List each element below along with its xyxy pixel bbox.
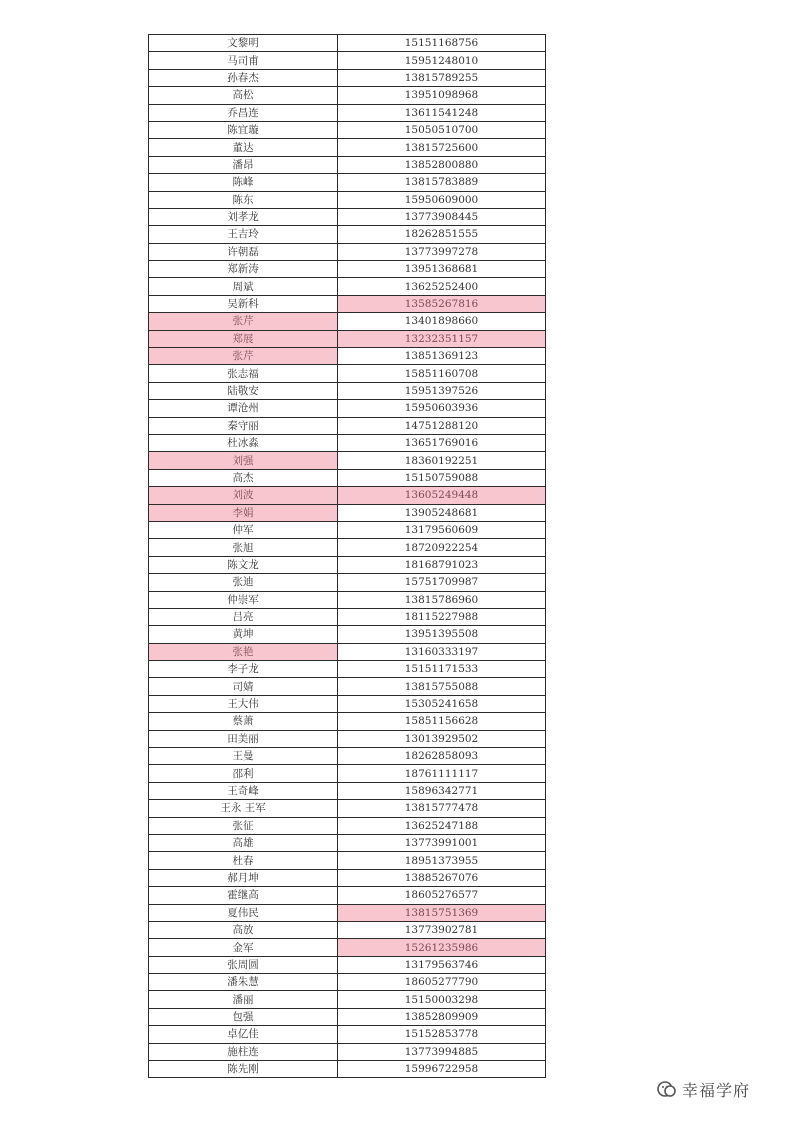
name-cell: 邵利 bbox=[149, 765, 338, 782]
table-row bbox=[149, 626, 546, 643]
phone-cell: 13815725600 bbox=[338, 139, 546, 156]
table-row bbox=[149, 139, 546, 156]
phone-cell: 13815777478 bbox=[338, 800, 546, 817]
phone-cell: 13179563746 bbox=[338, 956, 546, 973]
name-cell: 王永 王军 bbox=[149, 800, 338, 817]
name-cell: 孙春杰 bbox=[149, 69, 338, 86]
phone-cell: 13905248681 bbox=[338, 504, 546, 521]
table-row bbox=[149, 939, 546, 956]
name-cell: 陈先刚 bbox=[149, 1061, 338, 1078]
table-row bbox=[149, 348, 546, 365]
table-row bbox=[149, 834, 546, 851]
table-row bbox=[149, 417, 546, 434]
contact-table bbox=[148, 34, 546, 1078]
name-cell: 谭沧州 bbox=[149, 400, 338, 417]
phone-cell: 13815789255 bbox=[338, 69, 546, 86]
table-row bbox=[149, 261, 546, 278]
phone-cell: 15150003298 bbox=[338, 991, 546, 1008]
name-cell: 郝月坤 bbox=[149, 869, 338, 886]
name-cell: 张迪 bbox=[149, 574, 338, 591]
table-row bbox=[149, 974, 546, 991]
phone-cell: 13815786960 bbox=[338, 591, 546, 608]
phone-cell: 18605277790 bbox=[338, 974, 546, 991]
table-row bbox=[149, 695, 546, 712]
name-cell: 张旭 bbox=[149, 539, 338, 556]
name-cell: 张芹 bbox=[149, 348, 338, 365]
table-row bbox=[149, 278, 546, 295]
name-cell: 司婧 bbox=[149, 678, 338, 695]
name-cell: 霍继高 bbox=[149, 887, 338, 904]
phone-cell: 13815755088 bbox=[338, 678, 546, 695]
phone-cell: 18951373955 bbox=[338, 852, 546, 869]
name-cell: 周斌 bbox=[149, 278, 338, 295]
phone-cell: 15152853778 bbox=[338, 1026, 546, 1043]
name-cell: 王吉玲 bbox=[149, 226, 338, 243]
phone-cell: 13852800880 bbox=[338, 156, 546, 173]
phone-cell: 15305241658 bbox=[338, 695, 546, 712]
name-cell: 董达 bbox=[149, 139, 338, 156]
name-cell: 刘强 bbox=[149, 452, 338, 469]
table-row bbox=[149, 608, 546, 625]
phone-cell: 18168791023 bbox=[338, 556, 546, 573]
table-row bbox=[149, 121, 546, 138]
phone-cell: 15996722958 bbox=[338, 1061, 546, 1078]
name-cell: 包强 bbox=[149, 1008, 338, 1025]
table-row bbox=[149, 487, 546, 504]
table-row bbox=[149, 365, 546, 382]
phone-cell: 13625247188 bbox=[338, 817, 546, 834]
name-cell: 施柱连 bbox=[149, 1043, 338, 1060]
name-cell: 李娟 bbox=[149, 504, 338, 521]
phone-cell: 13611541248 bbox=[338, 104, 546, 121]
phone-cell: 15151171533 bbox=[338, 661, 546, 678]
phone-cell: 13885267076 bbox=[338, 869, 546, 886]
table-row bbox=[149, 208, 546, 225]
table-row bbox=[149, 869, 546, 886]
table-row bbox=[149, 748, 546, 765]
name-cell: 秦守丽 bbox=[149, 417, 338, 434]
phone-cell: 18605276577 bbox=[338, 887, 546, 904]
name-cell: 张芹 bbox=[149, 313, 338, 330]
name-cell: 张志福 bbox=[149, 365, 338, 382]
name-cell: 高松 bbox=[149, 87, 338, 104]
name-cell: 郑新涛 bbox=[149, 261, 338, 278]
name-cell: 李子龙 bbox=[149, 661, 338, 678]
name-cell: 陆敬安 bbox=[149, 382, 338, 399]
phone-cell: 13625252400 bbox=[338, 278, 546, 295]
phone-cell: 13585267816 bbox=[338, 295, 546, 312]
table-row bbox=[149, 574, 546, 591]
name-cell: 刘孝龙 bbox=[149, 208, 338, 225]
phone-cell: 13651769016 bbox=[338, 434, 546, 451]
name-cell: 陈宜璇 bbox=[149, 121, 338, 138]
contact-table-body bbox=[149, 35, 546, 1078]
table-row bbox=[149, 591, 546, 608]
name-cell: 陈东 bbox=[149, 191, 338, 208]
table-row bbox=[149, 504, 546, 521]
phone-cell: 15950609000 bbox=[338, 191, 546, 208]
name-cell: 张征 bbox=[149, 817, 338, 834]
table-row bbox=[149, 887, 546, 904]
name-cell: 潘丽 bbox=[149, 991, 338, 1008]
table-row bbox=[149, 1008, 546, 1025]
name-cell: 高雄 bbox=[149, 834, 338, 851]
table-row bbox=[149, 730, 546, 747]
phone-cell: 13851369123 bbox=[338, 348, 546, 365]
name-cell: 夏伟民 bbox=[149, 904, 338, 921]
phone-cell: 13951395508 bbox=[338, 626, 546, 643]
phone-cell: 15151168756 bbox=[338, 35, 546, 52]
phone-cell: 13951368681 bbox=[338, 261, 546, 278]
name-cell: 杜春 bbox=[149, 852, 338, 869]
phone-cell: 13773997278 bbox=[338, 243, 546, 260]
phone-cell: 13160333197 bbox=[338, 643, 546, 660]
table-row bbox=[149, 782, 546, 799]
table-row bbox=[149, 330, 546, 347]
table-row bbox=[149, 174, 546, 191]
table-row bbox=[149, 1043, 546, 1060]
table-row bbox=[149, 104, 546, 121]
phone-cell: 14751288120 bbox=[338, 417, 546, 434]
table-row bbox=[149, 69, 546, 86]
table-row bbox=[149, 400, 546, 417]
table-row bbox=[149, 1026, 546, 1043]
table-row bbox=[149, 295, 546, 312]
phone-cell: 13232351157 bbox=[338, 330, 546, 347]
phone-cell: 18115227988 bbox=[338, 608, 546, 625]
table-row bbox=[149, 52, 546, 69]
name-cell: 许朝磊 bbox=[149, 243, 338, 260]
phone-cell: 13815751369 bbox=[338, 904, 546, 921]
phone-cell: 13013929502 bbox=[338, 730, 546, 747]
phone-cell: 15851156628 bbox=[338, 713, 546, 730]
name-cell: 吕亮 bbox=[149, 608, 338, 625]
table-row bbox=[149, 434, 546, 451]
name-cell: 高杰 bbox=[149, 469, 338, 486]
phone-cell: 18761111117 bbox=[338, 765, 546, 782]
table-row bbox=[149, 191, 546, 208]
table-row bbox=[149, 921, 546, 938]
phone-cell: 15950603936 bbox=[338, 400, 546, 417]
table-row bbox=[149, 226, 546, 243]
table-row bbox=[149, 243, 546, 260]
phone-cell: 13605249448 bbox=[338, 487, 546, 504]
phone-cell: 15896342771 bbox=[338, 782, 546, 799]
table-row bbox=[149, 1061, 546, 1078]
table-row bbox=[149, 313, 546, 330]
table-row bbox=[149, 87, 546, 104]
phone-cell: 15261235986 bbox=[338, 939, 546, 956]
name-cell: 金军 bbox=[149, 939, 338, 956]
name-cell: 刘波 bbox=[149, 487, 338, 504]
table-row bbox=[149, 539, 546, 556]
phone-cell: 13852809909 bbox=[338, 1008, 546, 1025]
phone-cell: 13401898660 bbox=[338, 313, 546, 330]
name-cell: 乔昌连 bbox=[149, 104, 338, 121]
table-row bbox=[149, 800, 546, 817]
table-row bbox=[149, 956, 546, 973]
table-row bbox=[149, 382, 546, 399]
name-cell: 郑展 bbox=[149, 330, 338, 347]
name-cell: 吴新科 bbox=[149, 295, 338, 312]
phone-cell: 13951098968 bbox=[338, 87, 546, 104]
phone-cell: 13773994885 bbox=[338, 1043, 546, 1060]
name-cell: 陈峰 bbox=[149, 174, 338, 191]
name-cell: 黄坤 bbox=[149, 626, 338, 643]
name-cell: 仲崇军 bbox=[149, 591, 338, 608]
phone-cell: 15050510700 bbox=[338, 121, 546, 138]
phone-cell: 18720922254 bbox=[338, 539, 546, 556]
name-cell: 蔡萧 bbox=[149, 713, 338, 730]
table-row bbox=[149, 556, 546, 573]
table-row bbox=[149, 452, 546, 469]
watermark-text: 幸福学府 bbox=[682, 1080, 751, 1100]
table-row bbox=[149, 521, 546, 538]
name-cell: 王曼 bbox=[149, 748, 338, 765]
name-cell: 马司甫 bbox=[149, 52, 338, 69]
watermark bbox=[656, 1078, 750, 1100]
table-row bbox=[149, 713, 546, 730]
phone-cell: 13815783889 bbox=[338, 174, 546, 191]
table-row bbox=[149, 904, 546, 921]
table-row bbox=[149, 35, 546, 52]
wechat-official-account-icon bbox=[656, 1078, 678, 1100]
table-row bbox=[149, 678, 546, 695]
phone-cell: 18262851555 bbox=[338, 226, 546, 243]
name-cell: 文黎明 bbox=[149, 35, 338, 52]
name-cell: 仲军 bbox=[149, 521, 338, 538]
name-cell: 张周圆 bbox=[149, 956, 338, 973]
name-cell: 杜冰淼 bbox=[149, 434, 338, 451]
phone-cell: 13773991001 bbox=[338, 834, 546, 851]
phone-cell: 13773908445 bbox=[338, 208, 546, 225]
name-cell: 卓亿佳 bbox=[149, 1026, 338, 1043]
phone-cell: 15851160708 bbox=[338, 365, 546, 382]
phone-cell: 13773902781 bbox=[338, 921, 546, 938]
table-row bbox=[149, 817, 546, 834]
table-row bbox=[149, 643, 546, 660]
phone-cell: 15951248010 bbox=[338, 52, 546, 69]
name-cell: 潘昂 bbox=[149, 156, 338, 173]
name-cell: 潘朱慧 bbox=[149, 974, 338, 991]
phone-cell: 13179560609 bbox=[338, 521, 546, 538]
name-cell: 陈文龙 bbox=[149, 556, 338, 573]
name-cell: 王大伟 bbox=[149, 695, 338, 712]
table-row bbox=[149, 852, 546, 869]
table-row bbox=[149, 156, 546, 173]
phone-cell: 15951397526 bbox=[338, 382, 546, 399]
name-cell: 王奇峰 bbox=[149, 782, 338, 799]
name-cell: 田美丽 bbox=[149, 730, 338, 747]
phone-cell: 15751709987 bbox=[338, 574, 546, 591]
name-cell: 高放 bbox=[149, 921, 338, 938]
phone-cell: 18360192251 bbox=[338, 452, 546, 469]
table-row bbox=[149, 661, 546, 678]
table-row bbox=[149, 469, 546, 486]
phone-cell: 18262858093 bbox=[338, 748, 546, 765]
table-row bbox=[149, 765, 546, 782]
phone-cell: 15150759088 bbox=[338, 469, 546, 486]
table-row bbox=[149, 991, 546, 1008]
name-cell: 张艳 bbox=[149, 643, 338, 660]
